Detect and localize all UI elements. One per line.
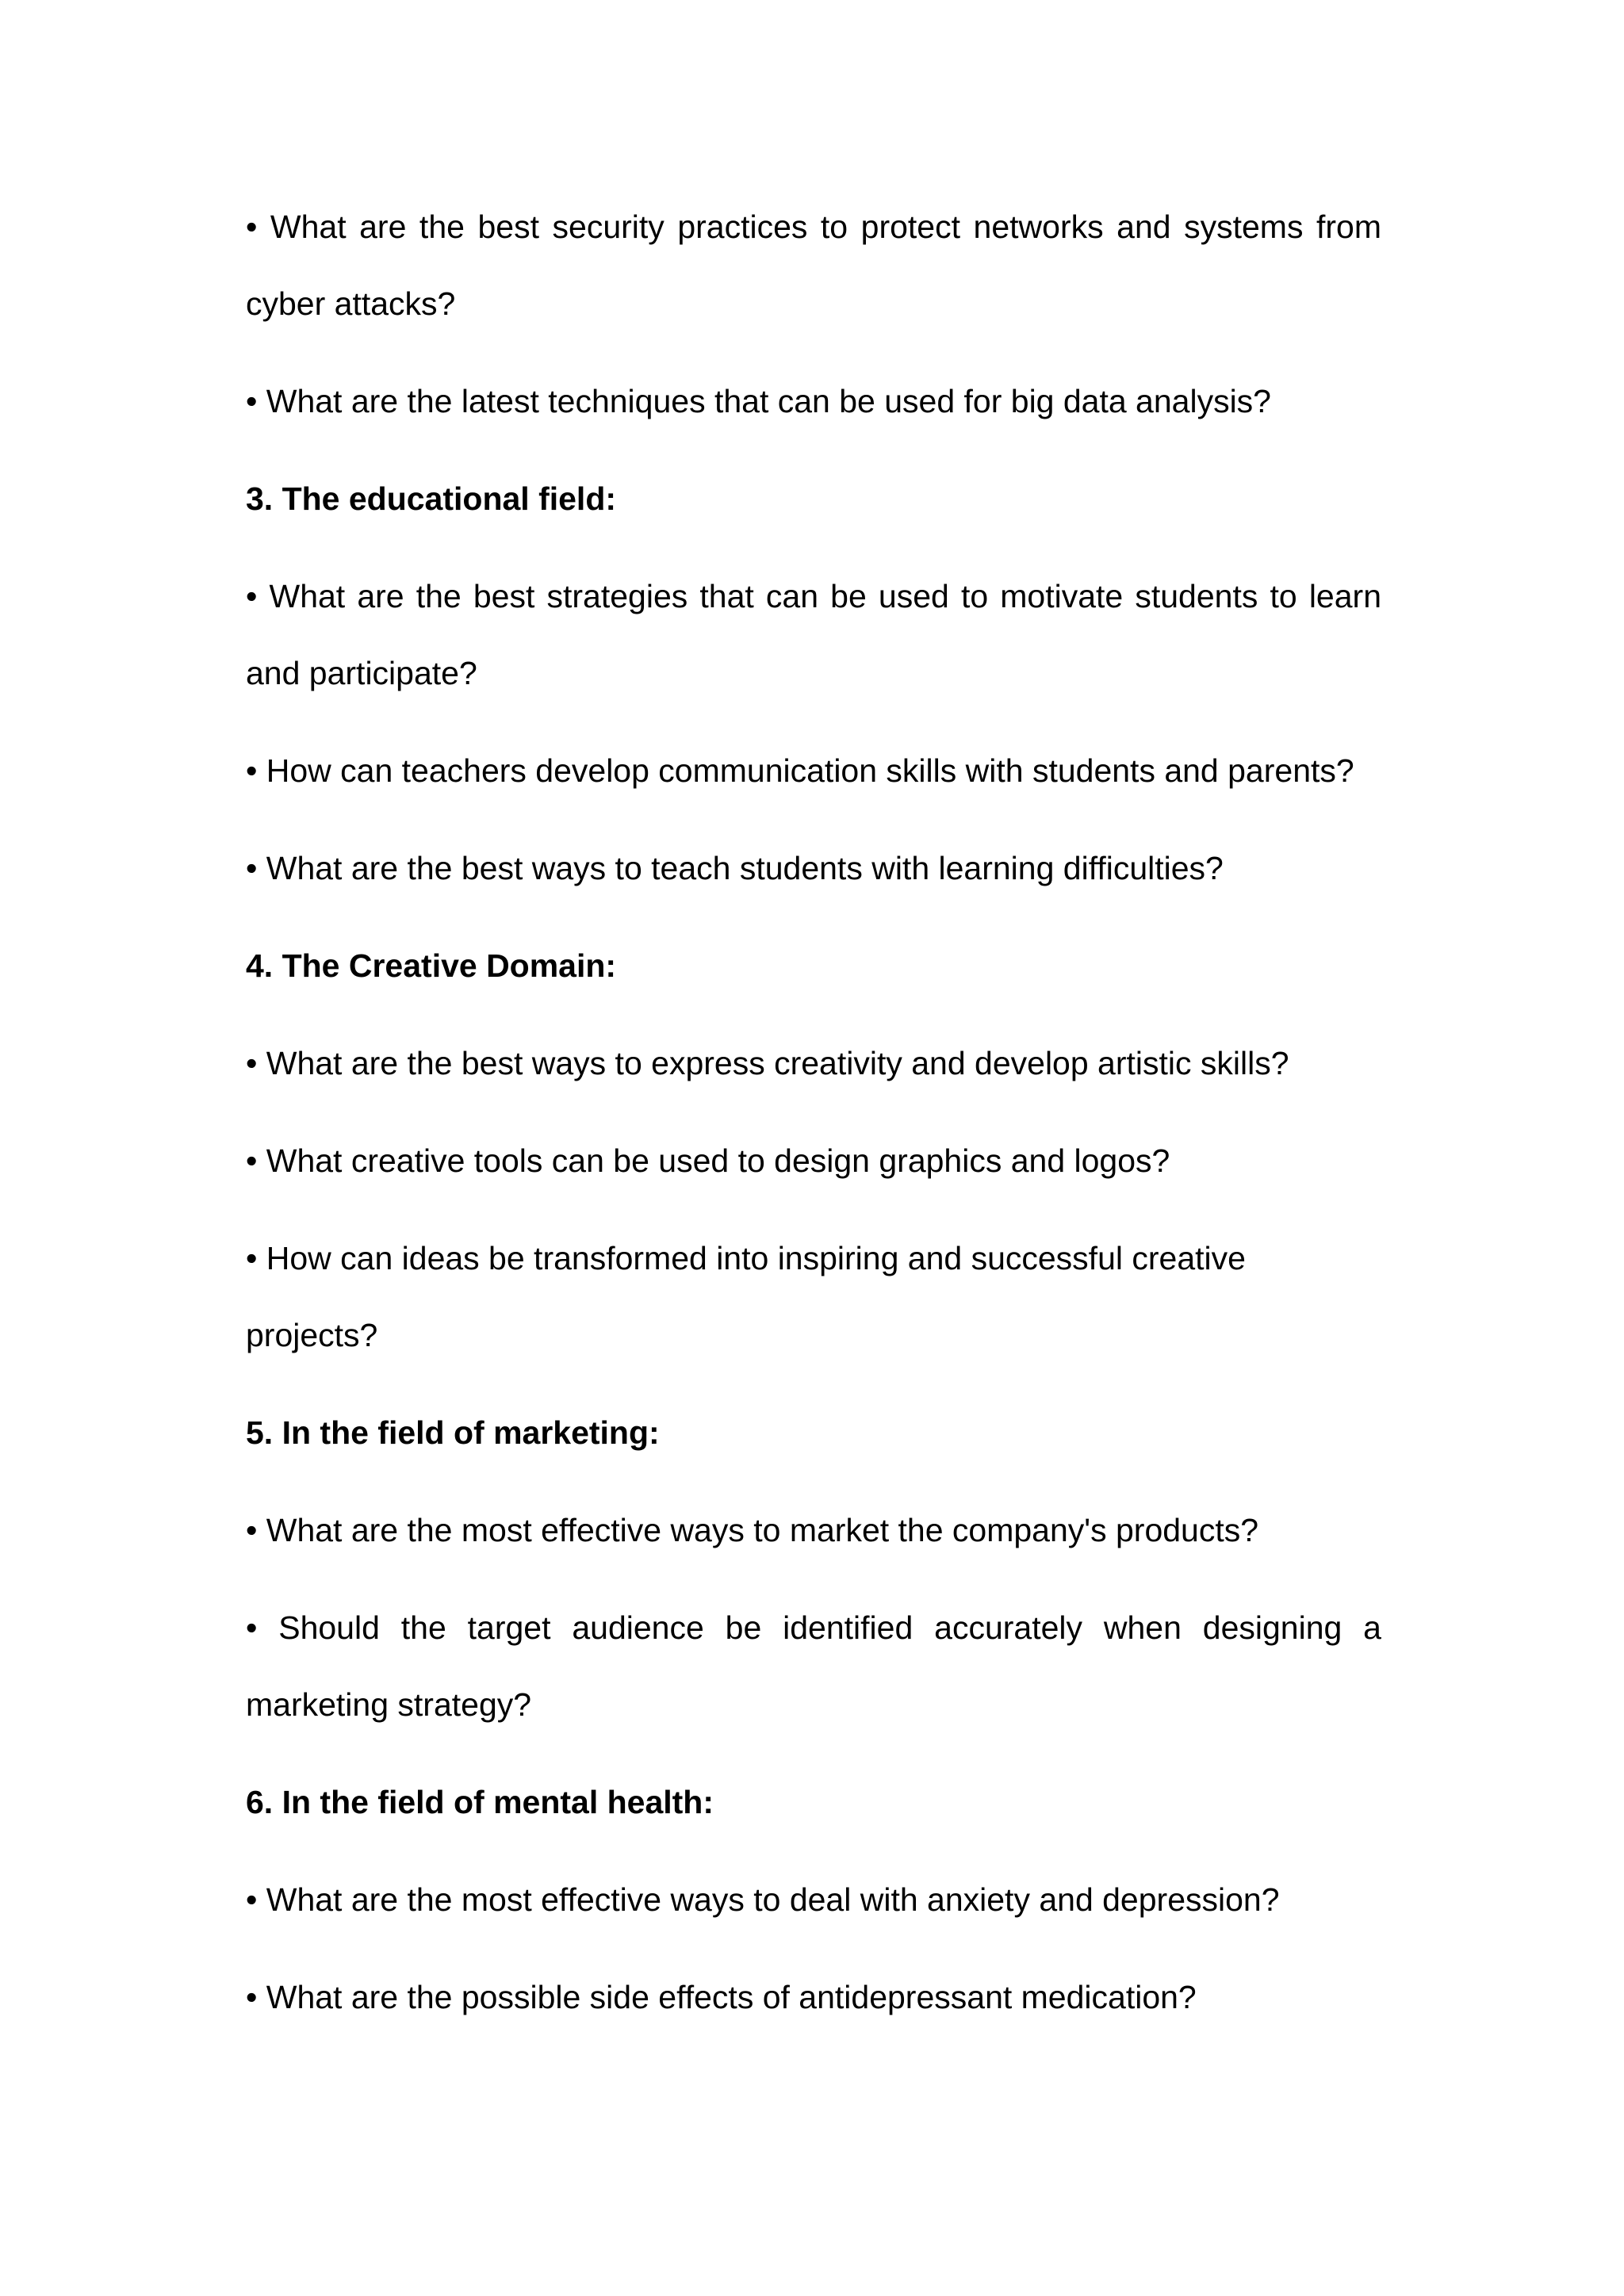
bullet-big-data: • What are the latest techniques that can be used for big data analysis? — [246, 383, 1271, 419]
bullet-side-effects: • What are the possible side effects of antidepressant medication? — [246, 1979, 1197, 2015]
document-content — [246, 189, 1381, 2057]
bullet-security-practices: • What are the best security practices to protect networks and systems from cyber attacks? — [246, 209, 1381, 322]
bullet-creative-projects: • How can ideas be transformed into inspiring and successful creative projects? — [246, 1240, 1246, 1353]
bullet-communication-skills: • How can teachers develop communication skills with students and parents? — [246, 752, 1354, 789]
bullet-creative-tools: • What creative tools can be used to design graphics and logos? — [246, 1142, 1170, 1179]
bullet-learning-difficulties: • What are the best ways to teach students with learning difficulties? — [246, 850, 1224, 886]
bullet-anxiety-depression: • What are the most effective ways to deal with anxiety and depression? — [246, 1881, 1280, 1918]
section-heading-educational: 3. The educational field: — [246, 480, 617, 517]
bullet-express-creativity: • What are the best ways to express creativity and develop artistic skills? — [246, 1045, 1289, 1081]
bullet-motivate-students: • What are the best strategies that can be used to motivate students to learn and participate? — [246, 578, 1381, 691]
section-heading-marketing: 5. In the field of marketing: — [246, 1414, 660, 1451]
section-heading-mental-health: 6. In the field of mental health: — [246, 1784, 714, 1820]
section-heading-creative: 4. The Creative Domain: — [246, 947, 617, 984]
bullet-market-products: • What are the most effective ways to market the company's products? — [246, 1512, 1259, 1548]
bullet-target-audience: • Should the target audience be identified accurately when designing a marketing strategy? — [246, 1609, 1381, 1723]
